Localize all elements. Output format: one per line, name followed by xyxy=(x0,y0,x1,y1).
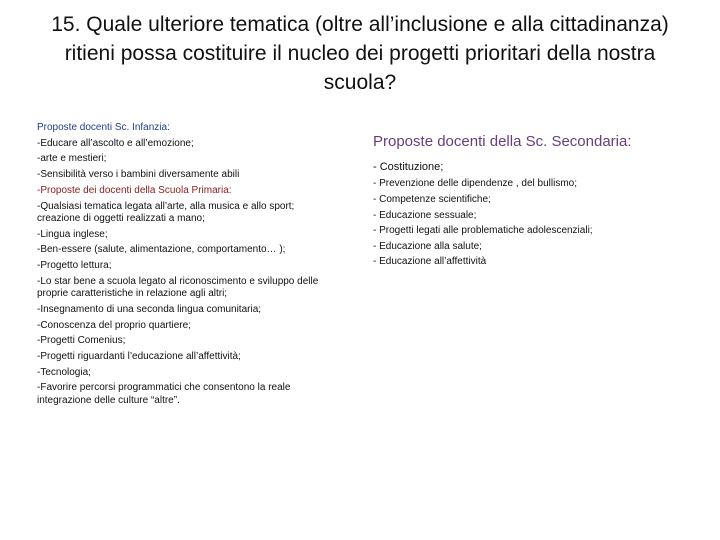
list-item: - Educazione alla salute; xyxy=(373,240,482,252)
left-column xyxy=(37,122,337,410)
list-item: -Tecnologia; xyxy=(37,366,91,378)
list-item: - Educazione sessuale; xyxy=(373,209,477,221)
list-item: - Prevenzione delle dipendenze , del bullismo; xyxy=(373,178,578,190)
list-item: -Ben-essere (salute, alimentazione, comportamento… ); xyxy=(37,244,286,256)
list-item: -Lo star bene a scuola legato al riconoscimento e sviluppo delle proprie caratteristiche in relazione agli altri; xyxy=(37,275,319,300)
list-item: -Favorire percorsi programmatici che consentono la reale integrazione delle culture “altre”. xyxy=(37,382,291,406)
list-item: -Progetti Comenius; xyxy=(37,335,126,347)
list-item: - Costituzione; xyxy=(373,161,444,173)
right-column xyxy=(373,132,703,272)
slide-title: 15. Quale ulteriore tematica (oltre all’inclusione e alla cittadinanza) ritieni possa costituire il nucleo dei progetti prioritari della nostra scuola? xyxy=(51,13,669,94)
heading-secondaria: Proposte docenti della Sc. Secondaria: xyxy=(373,133,632,150)
list-item: - Educazione all’affettività xyxy=(373,256,487,268)
list-item: -arte e mestieri; xyxy=(37,153,107,165)
list-item: -Progetto lettura; xyxy=(37,260,112,272)
list-item: -Qualsiasi tematica legata all’arte, alla musica e allo sport; creazione di oggetti realizzati a mano; xyxy=(37,200,295,224)
list-item: -Insegnamento di una seconda lingua comunitaria; xyxy=(37,303,262,315)
list-item: -Sensibilità verso i bambini diversamente abili xyxy=(37,169,240,181)
list-item: -Conoscenza del proprio quartiere; xyxy=(37,319,191,331)
list-item: - Progetti legati alle problematiche adolescenziali; xyxy=(373,225,593,237)
heading-infanzia: Proposte docenti Sc. Infanzia: xyxy=(37,122,170,133)
list-item: -Lingua inglese; xyxy=(37,228,108,240)
heading-primaria: -Proposte dei docenti della Scuola Primaria: xyxy=(37,184,232,196)
list-item: -Educare all’ascolto e all’emozione; xyxy=(37,137,194,149)
list-item: - Competenze scientifiche; xyxy=(373,194,491,205)
list-item: -Progetti riguardanti l’educazione all’affettività; xyxy=(37,350,241,362)
